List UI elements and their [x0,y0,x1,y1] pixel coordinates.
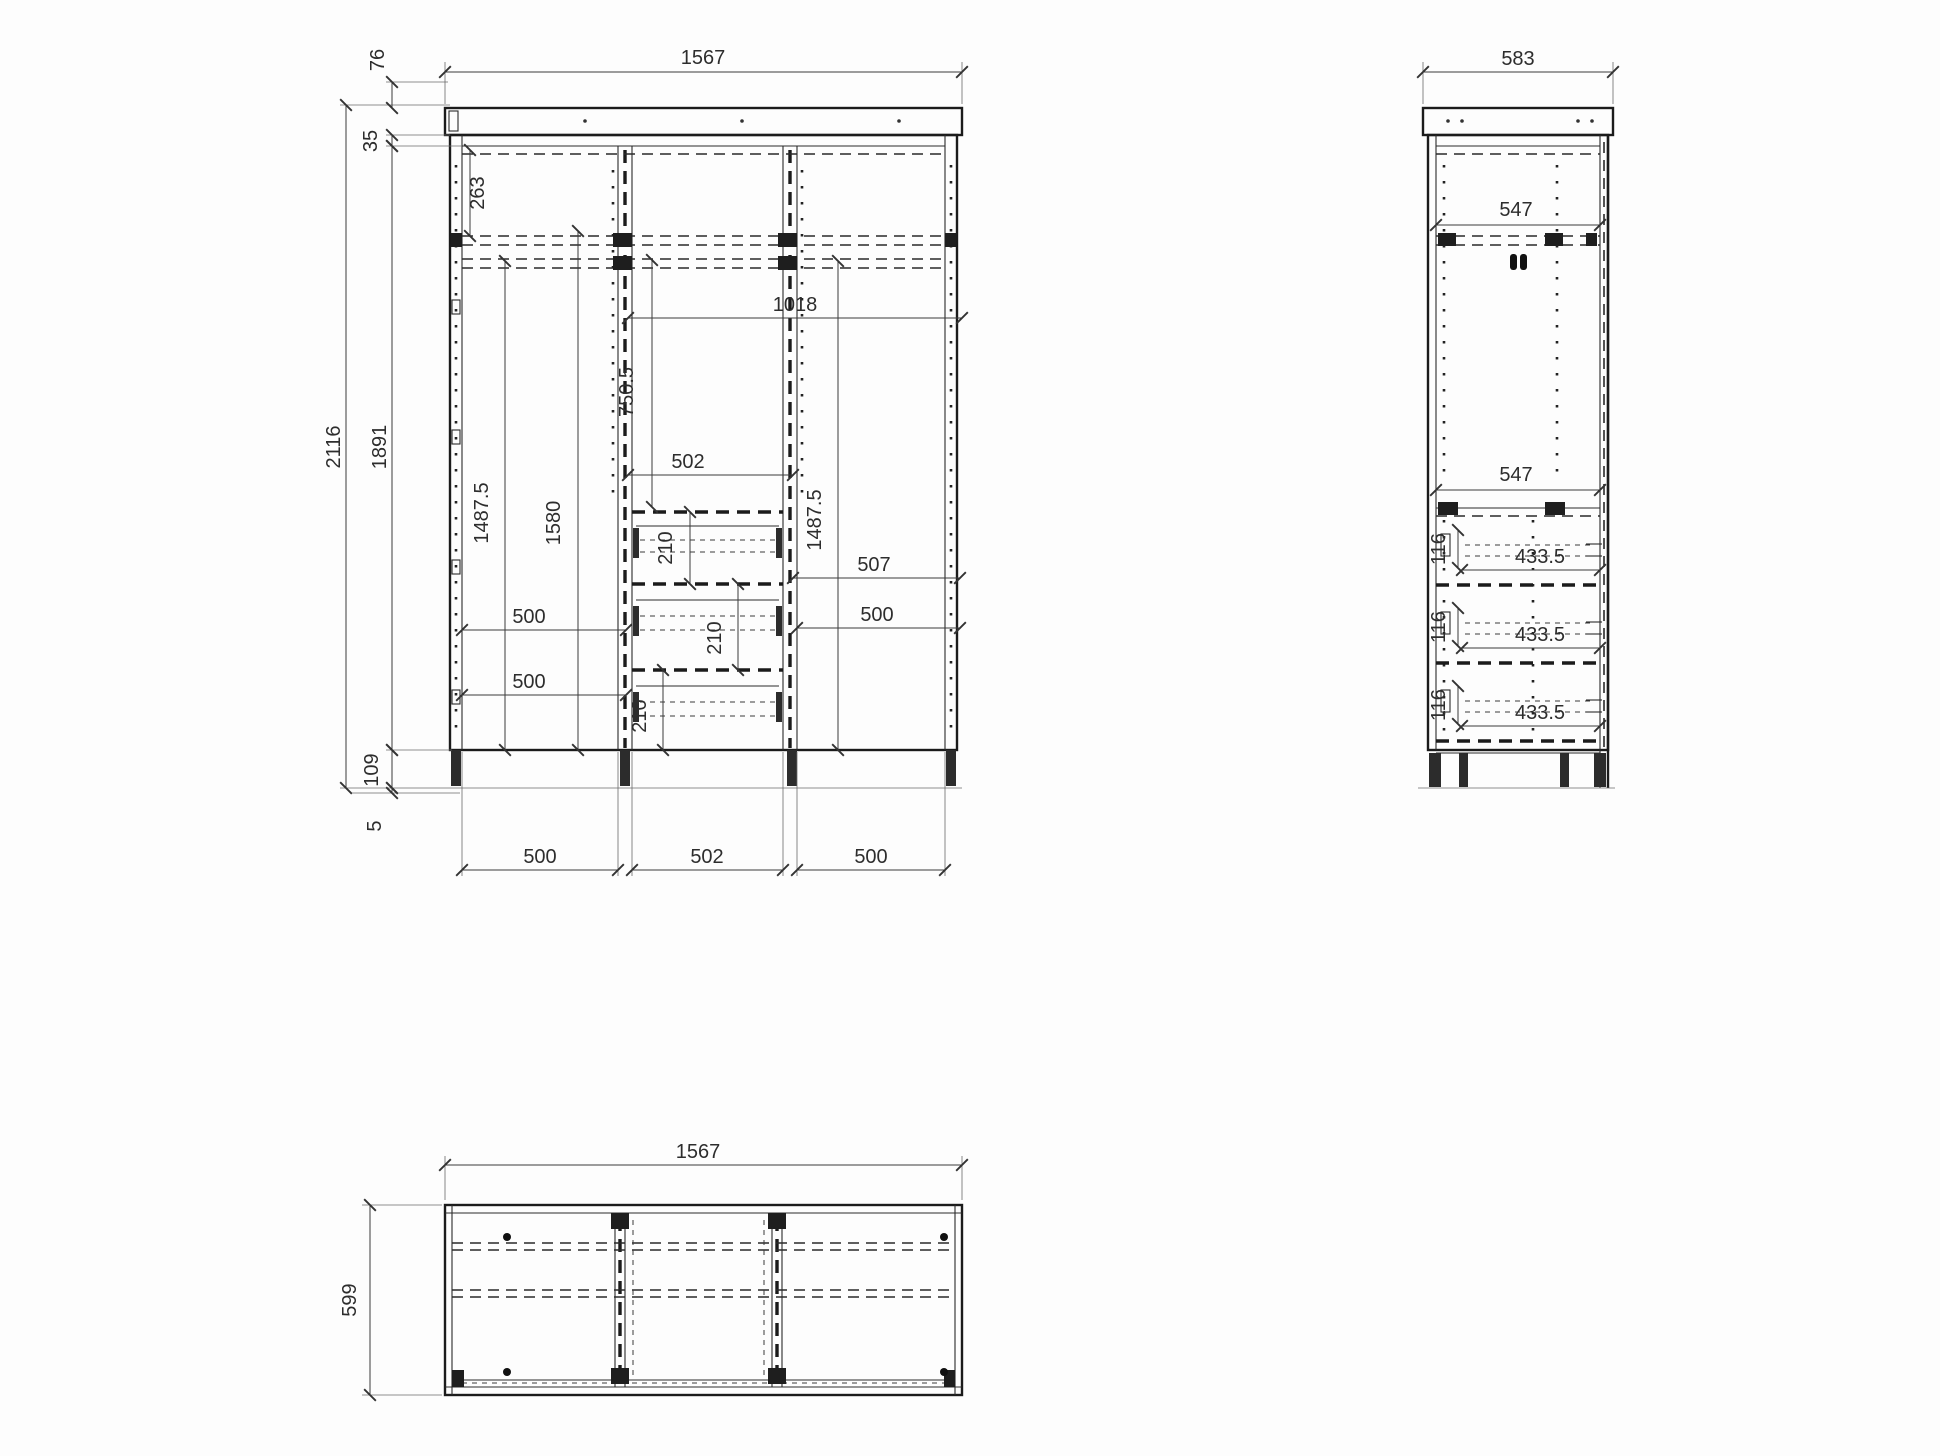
front-door-height-label: 1580 [543,500,565,546]
plan-view [339,1141,962,1395]
front-right-bay-height-label: 1487.5 [804,489,826,551]
dim-side-interior [1428,199,1600,726]
dim-side-overall-depth [1423,48,1613,104]
front-top-panel-label: 35 [360,129,382,153]
front-left-shelf-a-label: 500 [512,606,546,628]
front-carcass-height-label: 1891 [369,424,391,470]
front-bay-b-label: 502 [690,846,724,868]
side-legs [1418,753,1615,788]
side-mid-depth-label: 547 [1499,464,1533,486]
front-overall-height-label: 2116 [323,425,345,469]
front-foot-label: 5 [364,820,386,832]
front-right-width-label: 500 [860,604,894,626]
dim-plan-width [445,1141,962,1200]
plan-carcass [445,1205,962,1395]
front-cornice-height-label: 76 [367,48,389,72]
side-drawer-depth-b-label: 433.5 [1514,624,1566,646]
front-view [323,47,962,876]
side-drawer-depth-c-label: 433.5 [1514,702,1566,724]
front-right-width-incl-label: 507 [857,554,891,576]
front-left-bay-height-label: 1487.5 [471,482,493,544]
front-drawer-b-label: 210 [704,621,726,655]
dim-front-overall-width [445,47,962,104]
dim-front-bottom-bays [462,752,945,876]
front-bay-a-label: 500 [523,846,557,868]
side-view [1418,48,1615,788]
side-drawer-depth-a-label: 433.5 [1514,546,1566,568]
front-drawer-c-label: 210 [629,699,651,733]
front-drawer-a-label: 210 [655,531,677,565]
front-bay-c-label: 500 [854,846,888,868]
front-left-shelf-b-label: 500 [512,671,546,693]
side-gap-b-label: 116 [1428,611,1450,643]
front-top-shelf-drop-label: 263 [467,176,489,210]
dim-plan-depth [339,1205,442,1395]
front-overall-width-label: 1567 [680,47,726,69]
plan-width-label: 1567 [675,1141,721,1163]
side-gap-c-label: 116 [1428,689,1450,721]
side-gap-a-label: 116 [1428,533,1450,565]
front-legs [451,750,956,786]
dim-front-interior [462,150,962,750]
front-plinth-label: 109 [361,753,383,787]
side-overall-depth-label: 583 [1501,48,1535,70]
side-top-depth-label: 547 [1499,199,1533,221]
front-middle-bay-label: 502 [671,451,705,473]
front-upper-opening-label: 1018 [772,294,818,316]
plan-depth-label: 599 [339,1283,361,1317]
front-hanging-space-label: 750.5 [616,366,638,418]
